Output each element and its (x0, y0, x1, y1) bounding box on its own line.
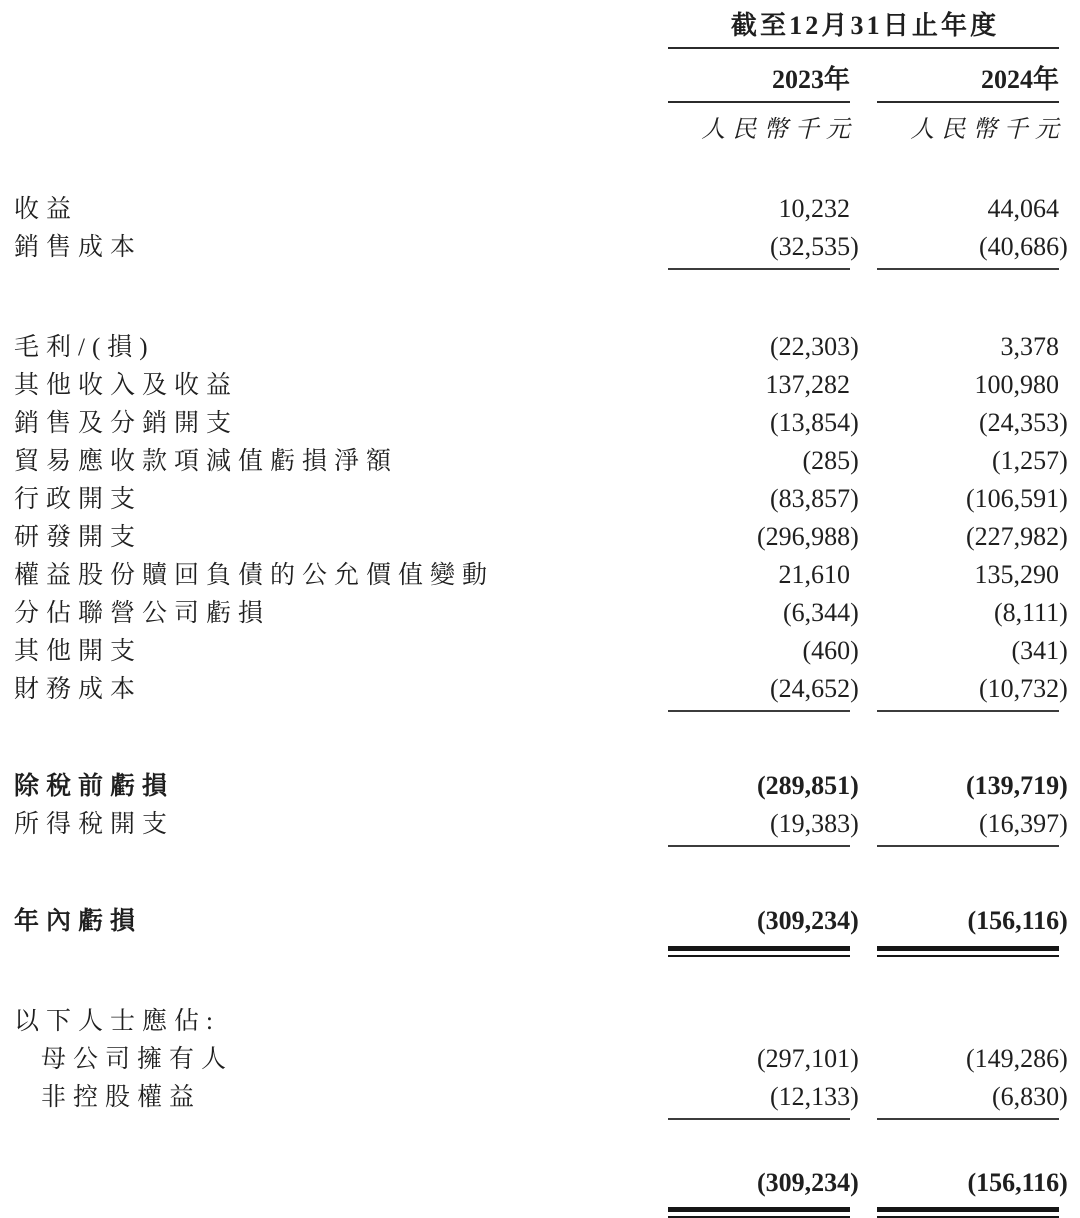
row-label: 財務成本 (14, 676, 143, 703)
unit-cell-2023 (668, 113, 858, 150)
unit-cell-2024 (877, 113, 1067, 150)
value-2023: (12,133) (770, 1082, 859, 1111)
row-label: 年內虧損 (14, 908, 143, 935)
table-row-other-income (14, 366, 1059, 404)
year-header-row (14, 63, 1059, 103)
value-2024: (16,397) (979, 809, 1068, 838)
row-label: 銷售成本 (14, 234, 143, 261)
table-row-other-expenses (14, 632, 1068, 670)
value-2024: (6,830) (992, 1082, 1068, 1111)
value-2023: 21,610 (778, 560, 850, 589)
cell-2024 (877, 190, 1059, 227)
row-label: 銷售及分銷開支 (14, 410, 239, 437)
cell-2024 (877, 366, 1059, 403)
cell-2024 (877, 1164, 1068, 1201)
value-2024: (149,286) (966, 1044, 1068, 1073)
double-rule-2023 (668, 1207, 850, 1218)
cell-2024 (877, 1040, 1068, 1077)
cell-2024 (877, 902, 1068, 939)
value-2023: (83,857) (770, 484, 859, 513)
cell-2023 (668, 767, 859, 804)
table-row-income-tax-expense (14, 805, 1068, 847)
table-row-loss-for-the-year (14, 902, 1068, 940)
period-header (668, 10, 1059, 49)
row-label: 權益股份贖回負債的公允價值變動 (14, 562, 495, 589)
value-2023: (289,851) (757, 771, 859, 800)
value-2023: (6,344) (783, 598, 859, 627)
row-label: 毛利/(損) (14, 334, 155, 361)
value-2023: (24,652) (770, 674, 859, 703)
cell-2024 (877, 442, 1068, 479)
value-2024: (156,116) (967, 1168, 1068, 1197)
cell-2023 (668, 480, 859, 517)
value-2023: (460) (802, 636, 859, 665)
cell-2024 (877, 228, 1068, 270)
value-2024: (40,686) (979, 232, 1068, 261)
table-row-non-controlling-interests (14, 1078, 1068, 1120)
cell-2024 (877, 805, 1068, 847)
cell-2023 (668, 442, 859, 479)
cell-2024 (877, 632, 1068, 669)
row-label: 以下人士應佔: (14, 1008, 220, 1035)
cell-2023 (668, 404, 859, 441)
value-2024: (341) (1011, 636, 1068, 665)
row-label: 其他開支 (14, 638, 143, 665)
cell-2023 (668, 1164, 859, 1201)
row-label: 收益 (14, 196, 79, 223)
double-rule-2023 (668, 946, 850, 957)
cell-2024 (877, 328, 1059, 365)
table-row-total-attributable (14, 1164, 1068, 1201)
double-rule-2024 (877, 946, 1059, 957)
value-2023: (309,234) (757, 906, 859, 935)
column-header-2023: 2023年 (668, 63, 850, 103)
double-rule-row (14, 940, 1059, 957)
value-2024: (24,353) (979, 408, 1068, 437)
cell-2024 (877, 518, 1068, 555)
unit-label-2023: 人民幣千元 (701, 117, 858, 143)
cell-2024 (877, 480, 1068, 517)
cell-2024 (877, 594, 1068, 631)
value-2024: (1,257) (992, 446, 1068, 475)
unit-label-2024: 人民幣千元 (910, 117, 1067, 143)
value-2023: 137,282 (765, 370, 850, 399)
value-2023: (309,234) (757, 1168, 859, 1197)
column-header-2024: 2024年 (877, 63, 1059, 103)
table-row-share-of-associates-losses (14, 594, 1068, 632)
value-2024: (227,982) (966, 522, 1068, 551)
row-label: 所得稅開支 (14, 811, 175, 838)
cell-2024 (877, 670, 1068, 712)
value-2023: (32,535) (770, 232, 859, 261)
cell-2023 (668, 228, 859, 270)
double-rule-2024 (877, 1207, 1059, 1218)
cell-2024 (877, 556, 1059, 593)
value-2024: (156,116) (967, 906, 1068, 935)
cell-2024 (877, 767, 1068, 804)
row-label: 研發開支 (14, 524, 143, 551)
value-2023: (296,988) (757, 522, 859, 551)
table-row-gross-profit-loss (14, 328, 1059, 366)
cell-2023 (668, 518, 859, 555)
table-row-administrative-expenses (14, 480, 1068, 518)
table-row-fair-value-change-redemption-liability (14, 556, 1059, 594)
cell-2023 (668, 190, 850, 227)
cell-2024 (877, 1078, 1068, 1120)
value-2024: (139,719) (966, 771, 1068, 800)
value-2024: 44,064 (987, 194, 1059, 223)
value-2023: (285) (802, 446, 859, 475)
table-row-selling-distribution (14, 404, 1068, 442)
cell-2023 (668, 556, 850, 593)
cell-2023 (668, 328, 859, 365)
cell-2023 (668, 632, 859, 669)
table-row-rd-expenses (14, 518, 1068, 556)
value-2023: (22,303) (770, 332, 859, 361)
row-label: 其他收入及收益 (14, 372, 239, 399)
row-label: 母公司擁有人 (41, 1046, 234, 1073)
double-rule-row (14, 1201, 1059, 1218)
cell-2023 (668, 594, 859, 631)
cell-2023 (668, 902, 859, 939)
value-2024: (10,732) (979, 674, 1068, 703)
row-label: 行政開支 (14, 486, 143, 513)
row-label: 分佔聯營公司虧損 (14, 600, 271, 627)
value-2023: (13,854) (770, 408, 859, 437)
value-2024: (8,111) (993, 598, 1068, 627)
unit-row (14, 113, 1067, 150)
cell-2023 (668, 805, 859, 847)
period-header-rule (668, 47, 1059, 49)
table-row-finance-costs (14, 670, 1068, 712)
table-row-revenue (14, 190, 1059, 228)
cell-2023 (668, 1040, 859, 1077)
value-2024: (106,591) (966, 484, 1068, 513)
period-header-row (14, 10, 1059, 49)
table-row-owners-of-parent (14, 1040, 1068, 1078)
cell-2023 (668, 366, 850, 403)
row-label: 除稅前虧損 (14, 773, 175, 800)
table-row-trade-receivables-impairment (14, 442, 1068, 480)
value-2024: 100,980 (974, 370, 1059, 399)
period-title: 截至12月31日止年度 (730, 11, 1000, 40)
table-row-loss-before-tax (14, 767, 1068, 805)
value-2024: 3,378 (1000, 332, 1059, 361)
value-2023: (297,101) (757, 1044, 859, 1073)
value-2023: (19,383) (770, 809, 859, 838)
table-row-cost-of-sales (14, 228, 1068, 270)
cell-2023 (668, 1078, 859, 1120)
row-label: 貿易應收款項減值虧損淨額 (14, 448, 399, 475)
value-2023: 10,232 (778, 194, 850, 223)
value-2024: 135,290 (974, 560, 1059, 589)
table-row-attributable-to (14, 1003, 1059, 1040)
cell-2023 (668, 670, 859, 712)
row-label: 非控股權益 (41, 1084, 202, 1111)
cell-2024 (877, 404, 1068, 441)
